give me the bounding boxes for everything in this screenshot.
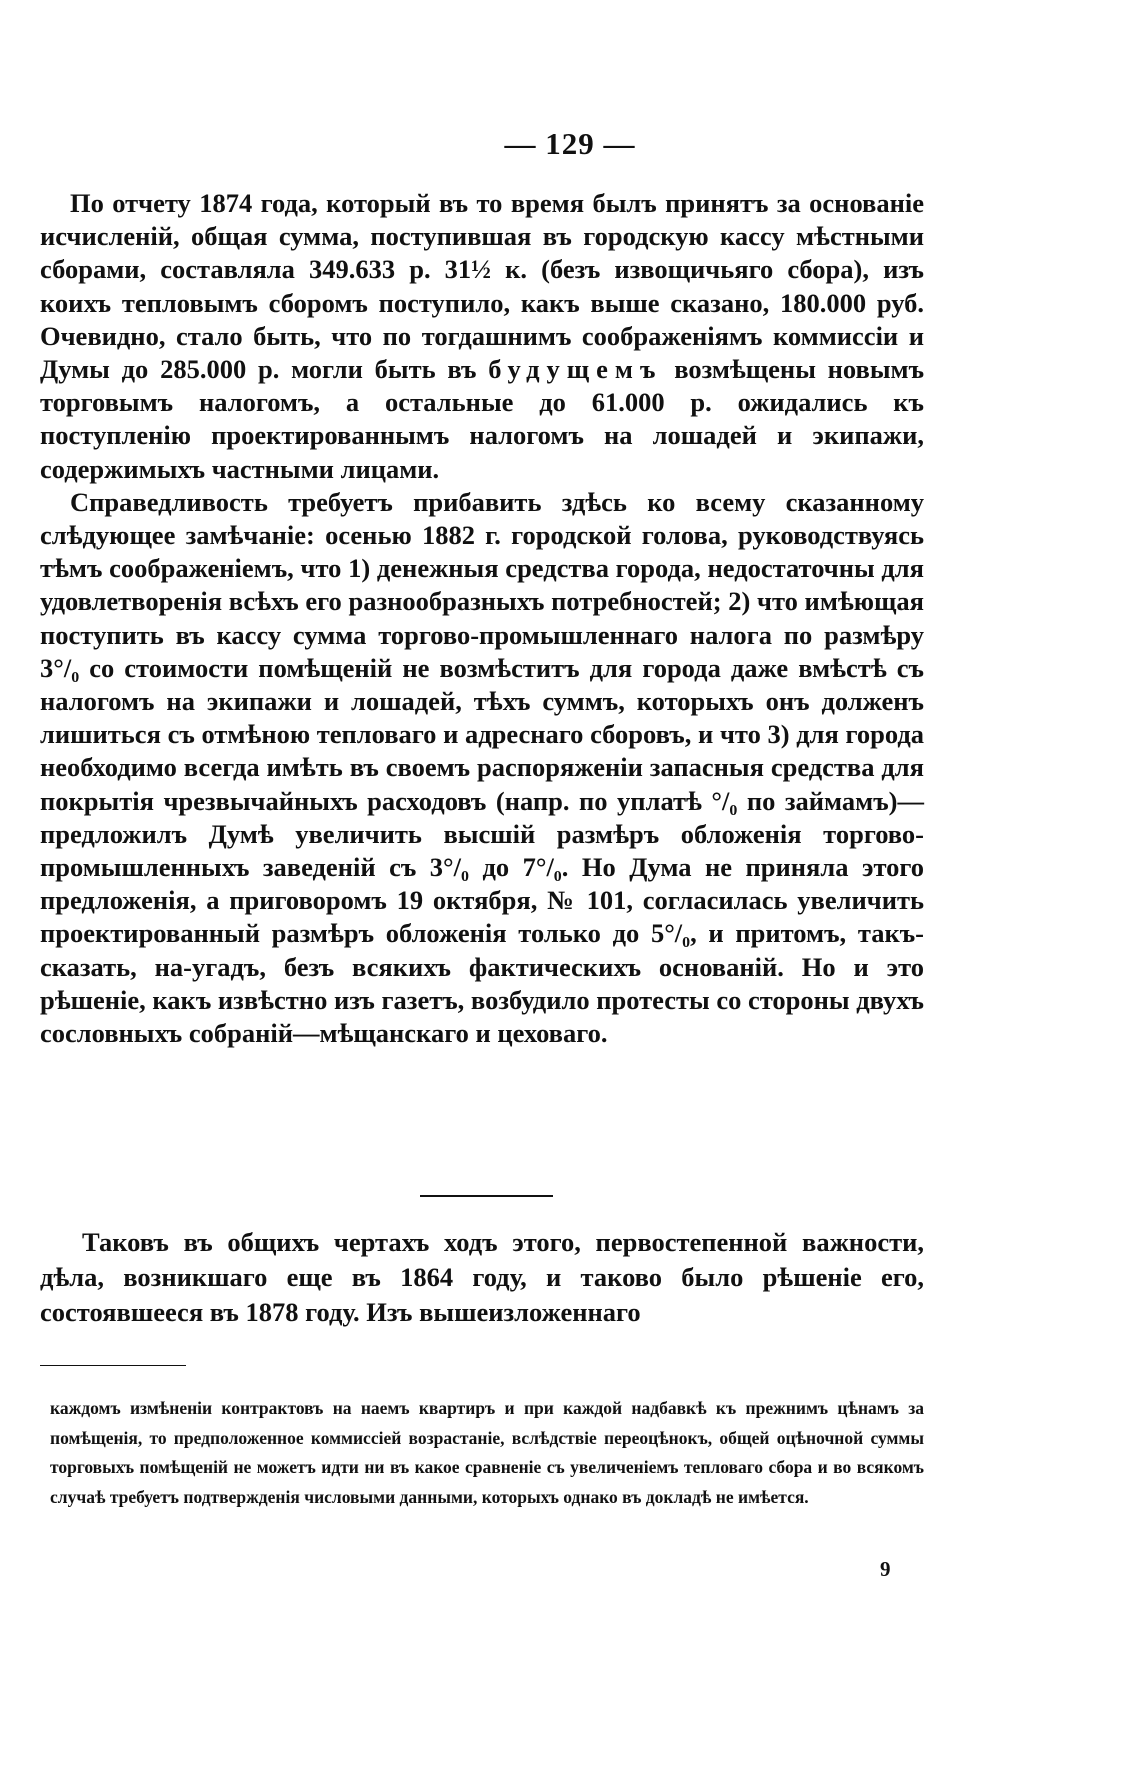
printer-signature-mark: 9 — [880, 1557, 891, 1581]
main-text — [40, 187, 924, 1050]
footnote-divider — [40, 1365, 186, 1366]
page-number: — 129 — — [504, 126, 636, 161]
paragraph-3: Таковъ въ общихъ чертахъ ходъ этого, первостепенной важности, дѣла, возникшаго еще въ 1864 году, и таково было рѣшеніе его, состоявшееся въ 1878 году. Изъ вышеизложеннаго — [40, 1227, 924, 1327]
paragraph-1 — [40, 187, 924, 486]
paragraph-1-head: По отчету 1874 года, который въ то время былъ принятъ за основаніе исчисленій, общая сумма, поступившая въ городскую кассу мѣстными сборами, составляла 349.633 р. 31½ к. (безъ извощичьяго сбора), изъ коихъ тепловымъ сборомъ поступило, какъ выше сказано, 180.000 руб. Очевидно, стало быть, что по тогдашнимъ соображеніямъ коммиссіи и Думы до 285.000 р. могли быть въ — [40, 188, 924, 385]
paragraph-1-tail: возмѣщены новымъ торговымъ налогомъ, а остальные до 61.000 р. ожидались къ поступленію проектированнымъ налогомъ на лошадей и экипажи, содержимыхъ частными лицами. — [40, 354, 925, 484]
footnote: каждомъ измѣненіи контрактовъ на наемъ квартиръ и при каждой надбавкѣ къ прежнимъ цѣнамъ за помѣщенія, то предположенное коммиссіей возрастаніе, вслѣдствіе переоцѣнокъ, общей оцѣночной суммы торговыхъ помѣщеній не можетъ идти ни въ какое сравненіе съ увеличеніемъ тепловаго сбора и во всякомъ случаѣ требуетъ подтвержденія числовыми данными, которыхъ однако въ докладѣ не имѣется. — [50, 1398, 924, 1507]
paragraph-1-emphasis: будущемъ — [488, 354, 663, 385]
section-divider — [420, 1195, 553, 1197]
paragraph-2: Справедливость требуетъ прибавить здѣсь ко всему сказанному слѣдующее замѣчаніе: осенью 1882 г. городской голова, руководствуясь тѣмъ соображеніемъ, что 1) денежныя средства города, недостаточны для удовлетворенія всѣхъ его разнообразныхъ потребностей; 2) что имѣющая поступить въ кассу сумма торгово-промышленнаго налога по размѣру 3°/₀ со стоимости помѣщеній не возмѣститъ для города даже вмѣстѣ съ налогомъ на экипажи и лошадей, тѣхъ суммъ, которыхъ онъ долженъ лишиться съ отмѣною тепловаго и адреснаго сборовъ, и что 3) для города необходимо всегда имѣть въ своемъ распоряженіи запасныя средства для покрытія чрезвычайныхъ расходовъ (напр. по уплатѣ °/₀ по займамъ)—предложилъ Думѣ увеличить высшій размѣръ обложенія торгово-промышленныхъ заведеній съ 3°/₀ до 7°/₀. Но Дума не приняла этого предложенія, а приговоромъ 19 октября, № 101, согласилась увеличить проектированный размѣръ обложенія только до 5°/₀, и притомъ, такъ-сказать, на-угадъ, безъ всякихъ фактическихъ основаній. Но и это рѣшеніе, какъ извѣстно изъ газетъ, возбудило протесты со стороны двухъ сословныхъ собраній—мѣщанскаго и цеховаго. — [40, 486, 924, 1049]
